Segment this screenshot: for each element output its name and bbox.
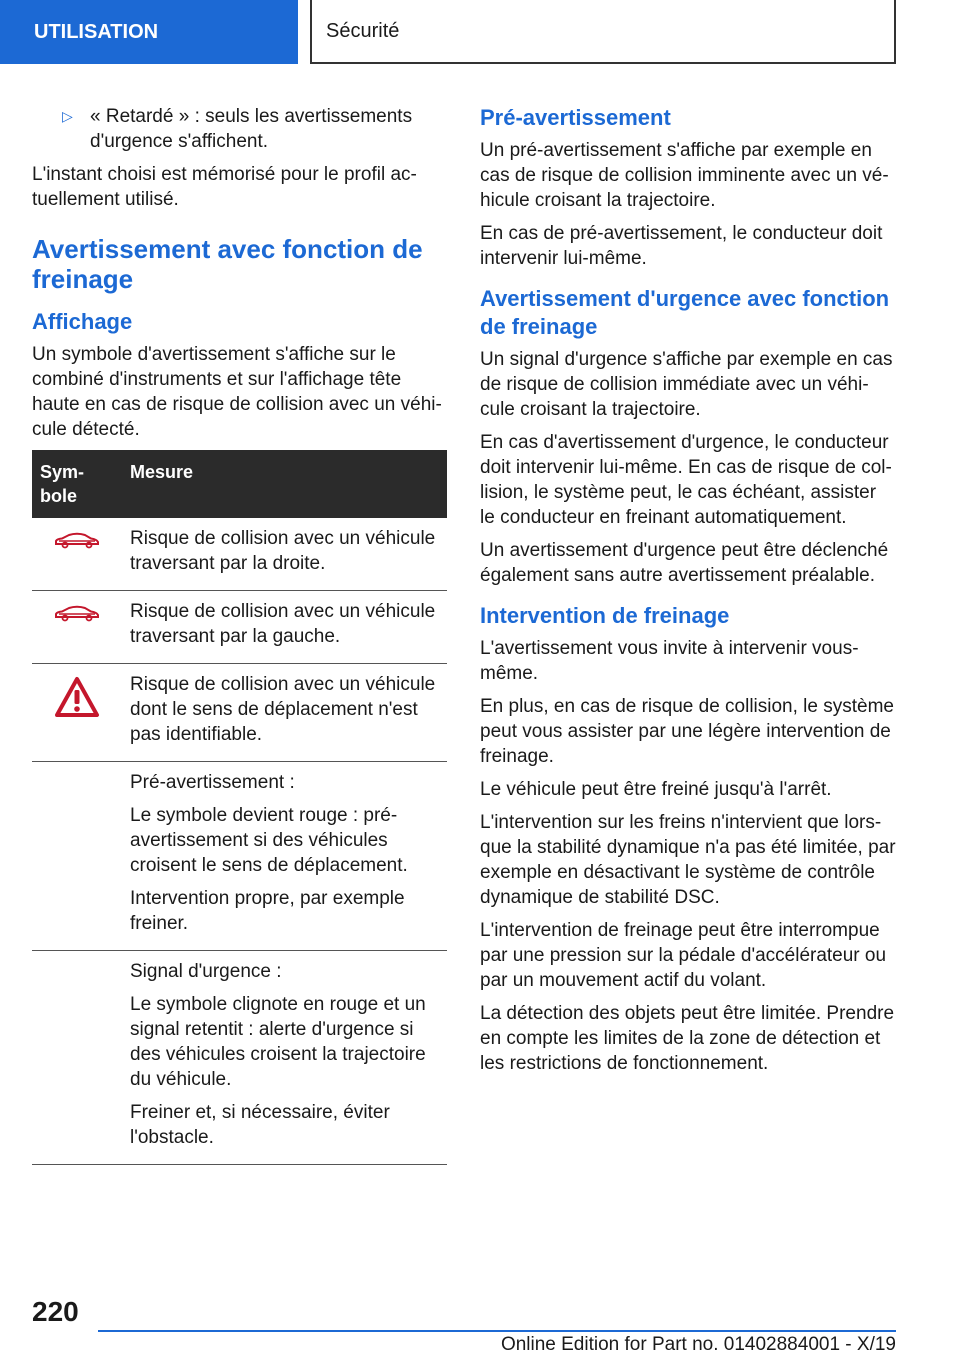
paragraph: Le véhicule peut être freiné jusqu'à l'arrêt.	[480, 779, 832, 800]
symbol-cell	[32, 518, 122, 591]
footer-divider	[98, 1330, 896, 1332]
measure-text: Le symbole devient rouge : pré-avertissement si des véhicules croisent le sens de déplacement.	[130, 805, 408, 876]
paragraph: L'instant choisi est mémorisé pour le profil actuellement utilisé.	[32, 164, 417, 210]
measure-cell	[122, 664, 447, 762]
table-row	[32, 762, 447, 951]
measure-text: Signal d'urgence :	[130, 961, 282, 982]
table-row	[32, 951, 447, 1165]
measure-text: Freiner et, si nécessaire, éviter l'obstacle.	[130, 1102, 390, 1148]
column-header-symbol: Symbole	[32, 450, 122, 518]
measure-text: Intervention propre, par exemple freiner.	[130, 888, 405, 934]
subsection-heading: Avertissement d'urgence avec fonction de freinage	[480, 286, 890, 339]
symbol-cell	[32, 664, 122, 762]
bullet-triangle-icon: ▷	[62, 108, 73, 124]
measure-text: Risque de collision avec un véhicule traversant par la droite.	[130, 528, 436, 574]
symbol-cell	[32, 951, 122, 1165]
column-header-measure: Mesure	[122, 450, 447, 518]
paragraph: La détection des objets peut être limitée. Prendre en compte les limites de la zone de détection et les restrictions de fonctionnement.	[480, 1003, 895, 1074]
paragraph: Un avertissement d'urgence peut être déclenché également sans autre avertissement préalable.	[480, 540, 889, 586]
paragraph: En cas de pré-avertissement, le conducteur doit intervenir lui-même.	[480, 223, 883, 269]
car-left-icon	[53, 603, 101, 623]
car-right-icon	[53, 530, 101, 550]
bullet-item	[32, 104, 447, 154]
table-row	[32, 591, 447, 664]
section-heading: Avertissement avec fonction de freinage	[32, 234, 423, 294]
paragraph: Un symbole d'avertissement s'affiche sur le combiné d'instruments et sur l'affichage tête haute en cas de risque de collision avec un véhicule détecté.	[32, 344, 442, 440]
paragraph: L'avertissement vous invite à intervenir vous-même.	[480, 638, 859, 684]
measure-cell	[122, 518, 447, 591]
measure-text: Pré-avertissement :	[130, 772, 295, 793]
paragraph: En plus, en cas de risque de collision, le système peut vous assister par une légère intervention de freinage.	[480, 696, 894, 767]
table-row	[32, 664, 447, 762]
measure-text: Risque de collision avec un véhicule traversant par la gauche.	[130, 601, 436, 647]
subsection-heading: Pré-avertissement	[480, 105, 671, 130]
symbol-cell	[32, 591, 122, 664]
paragraph: Un signal d'urgence s'affiche par exemple en cas de risque de collision immédiate avec un véhicule croisant la trajectoire.	[480, 349, 893, 420]
subsection-heading: Intervention de freinage	[480, 603, 730, 628]
right-column	[480, 104, 896, 1084]
warning-triangle-icon	[54, 676, 100, 718]
measure-text: Le symbole clignote en rouge et un signal retentit : alerte d'urgence si des véhicules croisent la trajectoire du véhicule.	[130, 994, 426, 1090]
paragraph: Un pré-avertissement s'affiche par exemple en cas de risque de collision imminente avec un véhicule croisant la trajectoire.	[480, 140, 889, 211]
subsection-heading: Affichage	[32, 309, 133, 334]
page-number: 220	[32, 1296, 79, 1327]
measure-cell	[122, 951, 447, 1165]
symbol-table	[32, 450, 447, 1165]
measure-cell	[122, 591, 447, 664]
edition-note: Online Edition for Part no. 01402884001 - X/19	[500, 1334, 896, 1355]
left-column	[32, 104, 447, 1165]
measure-text: Risque de collision avec un véhicule dont le sens de déplacement n'est pas identifiable.	[130, 674, 436, 745]
chapter-title: Sécurité	[310, 0, 896, 64]
paragraph: L'intervention de freinage peut être interrompue par une pression sur la pédale d'accélérateur ou par un mouvement actif du volant.	[480, 920, 887, 991]
symbol-cell	[32, 762, 122, 951]
table-row	[32, 518, 447, 591]
measure-cell	[122, 762, 447, 951]
bullet-text: « Retardé » : seuls les avertissements d'urgence s'affichent.	[90, 106, 413, 152]
section-tab: UTILISATION	[0, 0, 298, 64]
paragraph: En cas d'avertissement d'urgence, le conducteur doit intervenir lui-même. En cas de risque de collision, le système peut, le cas échéant, assister le conducteur en freinant automatiquement.	[480, 432, 892, 528]
paragraph: L'intervention sur les freins n'intervient que lorsque la stabilité dynamique n'a pas été limitée, par exemple en désactivant le système de contrôle dynamique de stabilité DSC.	[480, 812, 896, 908]
